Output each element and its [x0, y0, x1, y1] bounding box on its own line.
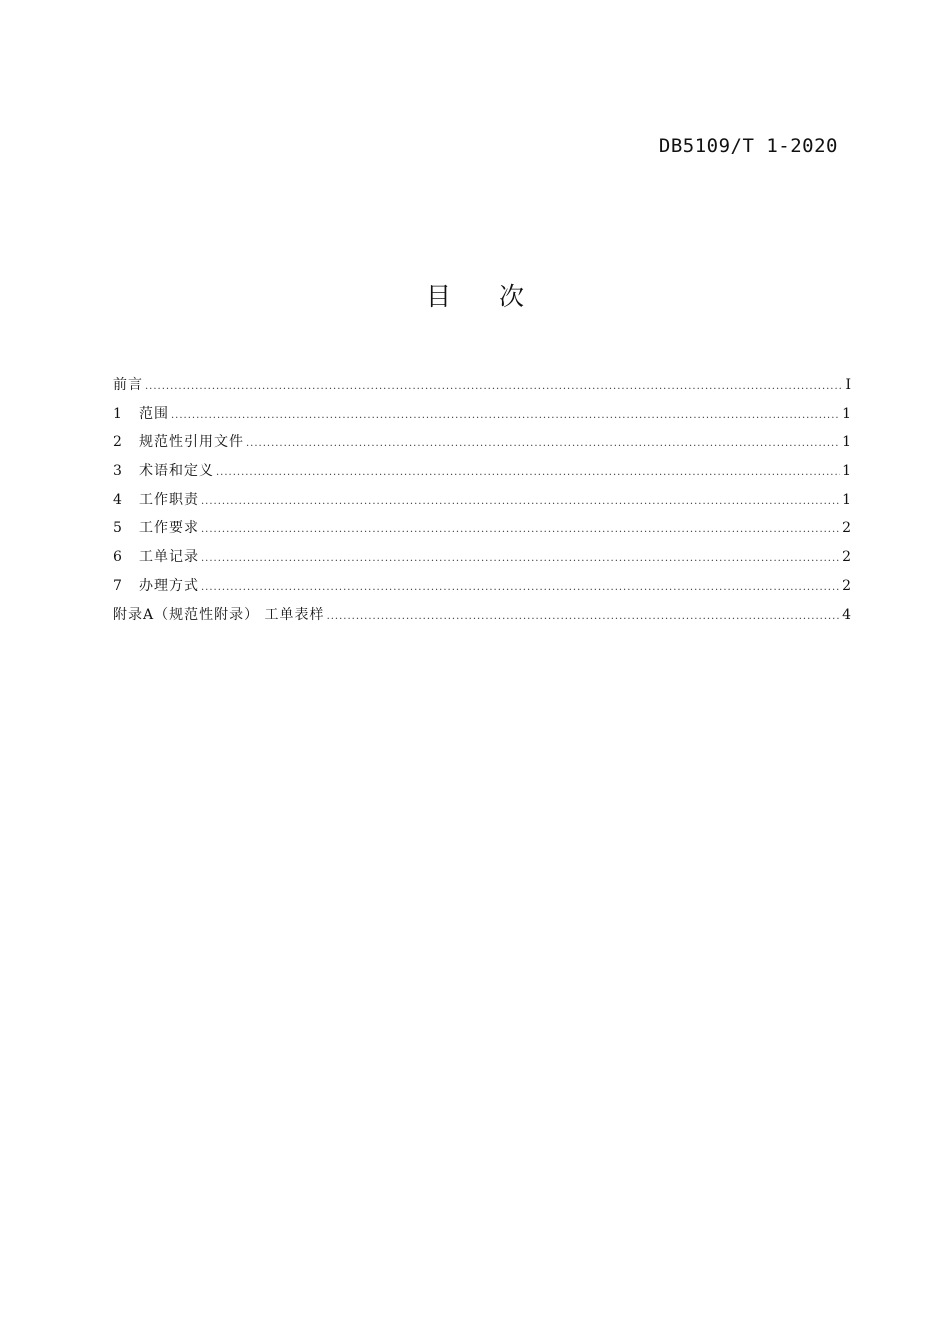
- toc-entry-responsibilities[interactable]: [113, 486, 851, 515]
- toc-leader-dots: [201, 516, 840, 543]
- toc-leader-dots: [327, 603, 841, 630]
- toc-entry-page: 1: [842, 491, 851, 508]
- toc-entry-label: 规范性引用文件: [139, 434, 244, 451]
- toc-entry-number: 5: [113, 520, 122, 537]
- toc-entry-label: 工单记录: [139, 549, 199, 566]
- toc-entry-label: 工作要求: [139, 520, 199, 537]
- toc-entry-handling-methods[interactable]: [113, 572, 851, 601]
- toc-entry-label: 办理方式: [139, 577, 199, 594]
- toc-leader-dots: [171, 402, 840, 429]
- toc-entry-page: 1: [842, 463, 851, 480]
- toc-entry-normative-references[interactable]: [113, 428, 851, 457]
- toc-entry-label: 范围: [139, 405, 169, 422]
- toc-entry-work-order-records[interactable]: [113, 543, 851, 572]
- toc-entry-page: 2: [842, 577, 851, 594]
- toc-entry-terms-definitions[interactable]: [113, 457, 851, 486]
- toc-leader-dots: [246, 430, 840, 457]
- toc-entry-page: 2: [842, 520, 851, 537]
- toc-entry-scope[interactable]: [113, 400, 851, 429]
- toc-entry-page: 2: [842, 549, 851, 566]
- toc-entry-number: 2: [113, 434, 122, 451]
- toc-entry-label: 前言: [113, 377, 143, 393]
- toc-entry-requirements[interactable]: [113, 514, 851, 543]
- toc-entry-label: 工作职责: [139, 491, 199, 508]
- document-code: DB5109/T 1-2020: [658, 135, 838, 157]
- toc-entry-page: 4: [842, 606, 851, 623]
- toc-leader-dots: [201, 545, 840, 572]
- toc-entry-page: I: [845, 377, 851, 393]
- toc-entry-label: 术语和定义: [139, 463, 214, 480]
- toc-leader-dots: [216, 459, 840, 486]
- toc-entry-number: 4: [113, 491, 122, 508]
- toc-leader-dots: [201, 488, 840, 515]
- toc-entry-page: 1: [842, 405, 851, 422]
- toc-entry-number: 3: [113, 463, 122, 480]
- toc-entry-preface[interactable]: [113, 371, 851, 400]
- toc-leader-dots: [145, 373, 843, 400]
- toc-entry-number: 1: [113, 405, 122, 422]
- toc-entry-page: 1: [842, 434, 851, 451]
- toc-entry-label: 附录A（规范性附录） 工单表样: [113, 606, 325, 623]
- toc-entry-number: 6: [113, 549, 122, 566]
- toc-entry-appendix-a[interactable]: [113, 601, 851, 630]
- toc-entry-number: 7: [113, 577, 122, 594]
- toc-leader-dots: [201, 574, 840, 601]
- toc-title: 目次: [425, 282, 572, 311]
- toc-list: [113, 371, 851, 629]
